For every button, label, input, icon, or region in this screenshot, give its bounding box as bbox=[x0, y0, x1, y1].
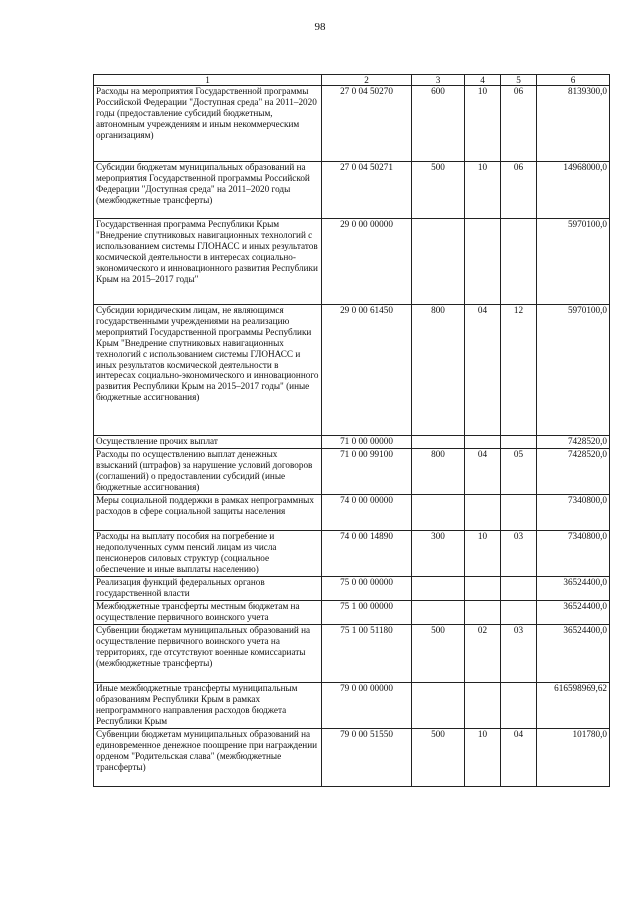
row-description: Расходы на выплату пособия на погребение и недополученных сумм пенсий лицам из числа пенсионеров силовых структур (социальное обеспечение и иные выплаты населению) bbox=[94, 531, 322, 577]
row-expense-type bbox=[412, 219, 465, 305]
table-row bbox=[94, 531, 610, 577]
table-row bbox=[94, 219, 610, 305]
row-section: 10 bbox=[465, 162, 501, 219]
row-target-code: 29 0 00 61450 bbox=[322, 305, 412, 436]
row-amount: 101780,0 bbox=[537, 729, 610, 787]
row-target-code: 79 0 00 51550 bbox=[322, 729, 412, 787]
table-row bbox=[94, 625, 610, 683]
table-row bbox=[94, 495, 610, 531]
row-description: Субсидии бюджетам муниципальных образований на мероприятия Государственной программы Российской Федерации "Доступная среда" на 2011–2020 годы (межбюджетные трансферты) bbox=[94, 162, 322, 219]
row-target-code: 75 0 00 00000 bbox=[322, 577, 412, 601]
table-row bbox=[94, 577, 610, 601]
row-section bbox=[465, 495, 501, 531]
table-row bbox=[94, 436, 610, 449]
row-expense-type: 500 bbox=[412, 162, 465, 219]
row-section: 02 bbox=[465, 625, 501, 683]
row-target-code: 71 0 00 99100 bbox=[322, 449, 412, 495]
row-description: Государственная программа Республики Крым "Внедрение спутниковых навигационных технологий с использованием системы ГЛОНАСС и иных результатов космической деятельности в интересах социально-экономического и инновационного развития Республики Крым на 2015–2017 годы" bbox=[94, 219, 322, 305]
row-expense-type bbox=[412, 683, 465, 729]
row-section bbox=[465, 577, 501, 601]
row-target-code: 27 0 04 50271 bbox=[322, 162, 412, 219]
row-section bbox=[465, 683, 501, 729]
header-row bbox=[94, 75, 610, 86]
row-subsection: 06 bbox=[501, 86, 537, 162]
row-expense-type bbox=[412, 601, 465, 625]
row-amount: 7340800,0 bbox=[537, 495, 610, 531]
row-target-code: 74 0 00 00000 bbox=[322, 495, 412, 531]
row-amount: 7340800,0 bbox=[537, 531, 610, 577]
column-header: 5 bbox=[501, 75, 537, 86]
row-section: 04 bbox=[465, 449, 501, 495]
row-amount: 5970100,0 bbox=[537, 305, 610, 436]
row-description: Субвенции бюджетам муниципальных образований на осуществление первичного воинского учета на территориях, где отсутствуют военные комиссариаты (межбюджетные трансферты) bbox=[94, 625, 322, 683]
page-number: 98 bbox=[314, 21, 326, 33]
table-row bbox=[94, 305, 610, 436]
row-subsection: 04 bbox=[501, 729, 537, 787]
row-description: Расходы по осуществлению выплат денежных взысканий (штрафов) за нарушение условий договоров (соглашений) о предоставлении субсидий (иные бюджетные ассигнования) bbox=[94, 449, 322, 495]
row-expense-type: 800 bbox=[412, 449, 465, 495]
row-section bbox=[465, 219, 501, 305]
row-amount: 616598969,62 bbox=[537, 683, 610, 729]
row-expense-type: 500 bbox=[412, 729, 465, 787]
row-description: Реализация функций федеральных органов государственной власти bbox=[94, 577, 322, 601]
column-header: 2 bbox=[322, 75, 412, 86]
row-subsection bbox=[501, 683, 537, 729]
row-target-code: 75 1 00 51180 bbox=[322, 625, 412, 683]
row-subsection bbox=[501, 436, 537, 449]
row-description: Иные межбюджетные трансферты муниципальным образованиям Республики Крым в рамках непрограммного направления расходов бюджета Республики Крым bbox=[94, 683, 322, 729]
column-header: 3 bbox=[412, 75, 465, 86]
row-expense-type bbox=[412, 577, 465, 601]
row-expense-type: 500 bbox=[412, 625, 465, 683]
row-section: 10 bbox=[465, 531, 501, 577]
row-description: Меры социальной поддержки в рамках непрограммных расходов в сфере социальной защиты населения bbox=[94, 495, 322, 531]
row-description: Субвенции бюджетам муниципальных образований на единовременное денежное поощрение при награждении орденом "Родительская слава" (межбюджетные трансферты) bbox=[94, 729, 322, 787]
row-subsection: 06 bbox=[501, 162, 537, 219]
row-target-code: 71 0 00 00000 bbox=[322, 436, 412, 449]
table-row bbox=[94, 162, 610, 219]
budget-table bbox=[93, 74, 610, 787]
row-description: Субсидии юридическим лицам, не являющимся государственными учреждениями на реализацию мероприятий Государственной программы Республики Крым "Внедрение спутниковых навигационных технологий с использованием системы ГЛОНАСС и иных результатов космической деятельности в интересах социально-экономического и инновационного развития Республики Крым на 2015–2017 годы" (иные бюджетные ассигнования) bbox=[94, 305, 322, 436]
row-target-code: 29 0 00 00000 bbox=[322, 219, 412, 305]
row-section bbox=[465, 601, 501, 625]
table-row bbox=[94, 601, 610, 625]
column-header: 1 bbox=[94, 75, 322, 86]
row-subsection: 03 bbox=[501, 625, 537, 683]
table-row bbox=[94, 729, 610, 787]
row-description: Осуществление прочих выплат bbox=[94, 436, 322, 449]
row-amount: 36524400,0 bbox=[537, 601, 610, 625]
column-header: 4 bbox=[465, 75, 501, 86]
row-expense-type: 600 bbox=[412, 86, 465, 162]
row-section: 04 bbox=[465, 305, 501, 436]
row-expense-type bbox=[412, 436, 465, 449]
row-section: 10 bbox=[465, 86, 501, 162]
row-section bbox=[465, 436, 501, 449]
row-subsection: 12 bbox=[501, 305, 537, 436]
row-subsection bbox=[501, 495, 537, 531]
row-subsection bbox=[501, 601, 537, 625]
row-target-code: 75 1 00 00000 bbox=[322, 601, 412, 625]
row-amount: 8139300,0 bbox=[537, 86, 610, 162]
row-amount: 7428520,0 bbox=[537, 449, 610, 495]
row-subsection: 05 bbox=[501, 449, 537, 495]
table-row bbox=[94, 86, 610, 162]
row-description: Расходы на мероприятия Государственной программы Российской Федерации "Доступная среда" на 2011–2020 годы (предоставление субсидий бюджетным, автономным учреждениям и иным некоммерческим организациям) bbox=[94, 86, 322, 162]
row-expense-type: 800 bbox=[412, 305, 465, 436]
table-row bbox=[94, 683, 610, 729]
row-subsection bbox=[501, 219, 537, 305]
row-section: 10 bbox=[465, 729, 501, 787]
row-subsection bbox=[501, 577, 537, 601]
row-target-code: 27 0 04 50270 bbox=[322, 86, 412, 162]
row-expense-type: 300 bbox=[412, 531, 465, 577]
row-target-code: 79 0 00 00000 bbox=[322, 683, 412, 729]
table-row bbox=[94, 449, 610, 495]
row-description: Межбюджетные трансферты местным бюджетам на осуществление первичного воинского учета bbox=[94, 601, 322, 625]
row-amount: 5970100,0 bbox=[537, 219, 610, 305]
row-target-code: 74 0 00 14890 bbox=[322, 531, 412, 577]
row-subsection: 03 bbox=[501, 531, 537, 577]
row-amount: 36524400,0 bbox=[537, 625, 610, 683]
row-amount: 14968000,0 bbox=[537, 162, 610, 219]
row-amount: 7428520,0 bbox=[537, 436, 610, 449]
row-expense-type bbox=[412, 495, 465, 531]
column-header: 6 bbox=[537, 75, 610, 86]
row-amount: 36524400,0 bbox=[537, 577, 610, 601]
